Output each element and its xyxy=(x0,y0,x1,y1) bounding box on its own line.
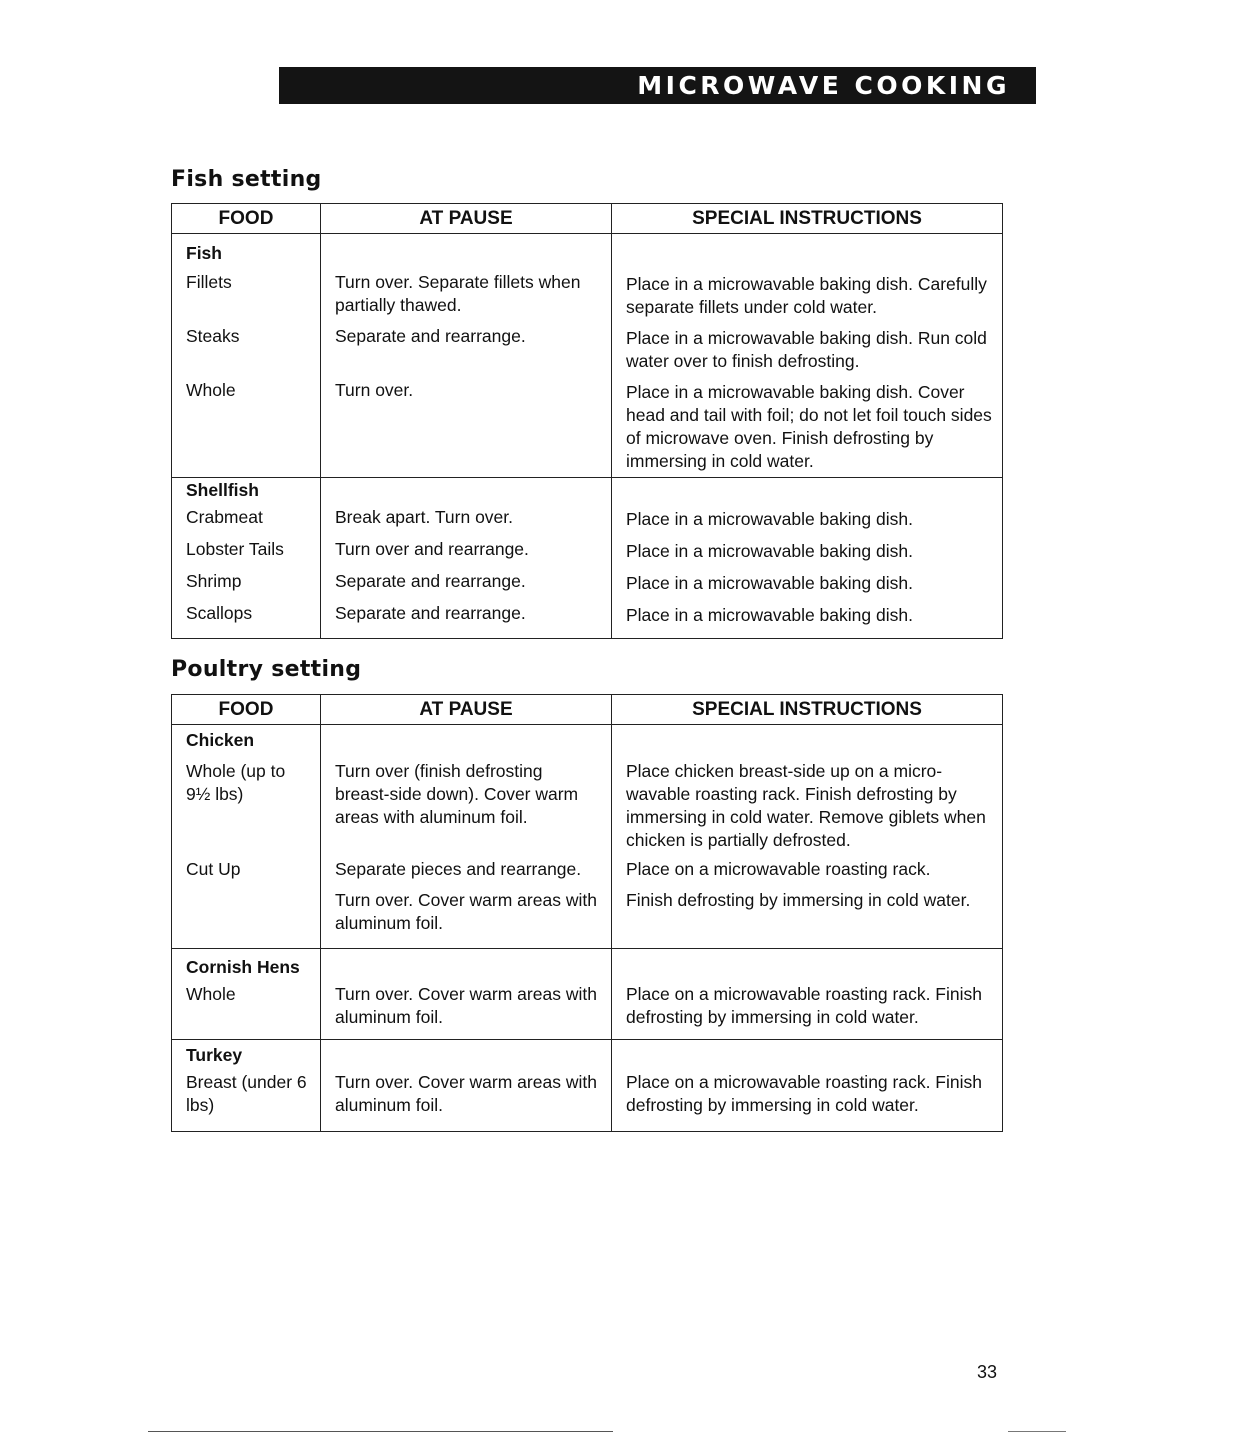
category-row xyxy=(172,1040,1003,1068)
table-row xyxy=(172,531,1003,563)
footer-rule xyxy=(1008,1431,1066,1432)
pause-cell: Turn over. xyxy=(321,373,612,478)
table-row xyxy=(172,265,1003,319)
column-header-food: FOOD xyxy=(172,695,321,725)
food-cell: Breast (under 6 lbs) xyxy=(172,1067,321,1132)
food-cell: Crabmeat xyxy=(172,502,321,531)
table-row xyxy=(172,563,1003,595)
footer-rule xyxy=(148,1431,613,1432)
instructions-cell: Finish defrosting by immersing in cold water. xyxy=(612,881,1003,949)
table-row xyxy=(172,881,1003,949)
section-banner: MICROWAVE COOKING xyxy=(279,67,1036,104)
food-cell: Scallops xyxy=(172,595,321,639)
pause-cell: Separate and rearrange. xyxy=(321,595,612,639)
instructions-cell: Place in a microwavable baking dish. xyxy=(612,502,1003,531)
table-row xyxy=(172,752,1003,852)
food-cell: Fillets xyxy=(172,265,321,319)
table-row xyxy=(172,595,1003,639)
category-label: Turkey xyxy=(186,1045,243,1065)
food-cell: Cut Up xyxy=(172,852,321,881)
instructions-cell: Place in a microwavable baking dish. Cover head and tail with foil; do not let foil touch sides of microwave oven. Finish defrosting by immersing in cold water. xyxy=(612,373,1003,478)
fish-table xyxy=(171,203,1003,639)
instructions-cell: Place in a microwavable baking dish. Run cold water over to finish defrosting. xyxy=(612,319,1003,373)
poultry-setting-title: Poultry setting xyxy=(171,657,362,682)
table-row xyxy=(172,373,1003,478)
instructions-cell: Place on a microwavable roasting rack. Finish defrosting by immersing in cold water. xyxy=(612,979,1003,1040)
category-label: Fish xyxy=(186,243,222,263)
table-row xyxy=(172,852,1003,881)
pause-cell: Separate and rearrange. xyxy=(321,563,612,595)
table-row xyxy=(172,979,1003,1040)
table-header-row xyxy=(172,204,1003,234)
food-cell: Shrimp xyxy=(172,563,321,595)
column-header-at-pause: AT PAUSE xyxy=(321,204,612,234)
instructions-cell: Place on a microwavable roasting rack. Finish defrosting by immersing in cold water. xyxy=(612,1067,1003,1132)
category-label: Cornish Hens xyxy=(186,957,300,977)
column-header-food: FOOD xyxy=(172,204,321,234)
instructions-cell: Place chicken breast-side up on a micro-wavable roasting rack. Finish defrosting by immersing in cold water. Remove giblets when chicken is partially defrosted. xyxy=(612,752,1003,852)
category-label: Shellfish xyxy=(186,480,259,500)
category-row xyxy=(172,234,1003,266)
pause-cell: Turn over. Separate fillets when partially thawed. xyxy=(321,265,612,319)
instructions-cell: Place in a microwavable baking dish. xyxy=(612,595,1003,639)
instructions-cell: Place in a microwavable baking dish. xyxy=(612,531,1003,563)
pause-cell: Break apart. Turn over. xyxy=(321,502,612,531)
category-row xyxy=(172,949,1003,980)
table-row xyxy=(172,502,1003,531)
instructions-cell: Place on a microwavable roasting rack. xyxy=(612,852,1003,881)
column-header-special-instructions: SPECIAL INSTRUCTIONS xyxy=(612,204,1003,234)
table-row xyxy=(172,1067,1003,1132)
pause-cell: Turn over (finish defrosting breast-side down). Cover warm areas with aluminum foil. xyxy=(321,752,612,852)
instructions-cell: Place in a microwavable baking dish. xyxy=(612,563,1003,595)
category-row xyxy=(172,725,1003,753)
table-row xyxy=(172,319,1003,373)
food-cell xyxy=(172,881,321,949)
pause-cell: Separate and rearrange. xyxy=(321,319,612,373)
fish-setting-title: Fish setting xyxy=(171,167,322,192)
category-row xyxy=(172,478,1003,503)
pause-cell: Turn over. Cover warm areas with aluminum foil. xyxy=(321,979,612,1040)
pause-cell: Turn over and rearrange. xyxy=(321,531,612,563)
instructions-cell: Place in a microwavable baking dish. Carefully separate fillets under cold water. xyxy=(612,265,1003,319)
category-label: Chicken xyxy=(186,730,255,750)
pause-cell: Separate pieces and rearrange. xyxy=(321,852,612,881)
food-cell: Whole (up to 9½ lbs) xyxy=(172,752,321,852)
pause-cell: Turn over. Cover warm areas with aluminum foil. xyxy=(321,1067,612,1132)
column-header-at-pause: AT PAUSE xyxy=(321,695,612,725)
page-number: 33 xyxy=(977,1362,998,1382)
poultry-table xyxy=(171,694,1003,1132)
food-cell: Whole xyxy=(172,979,321,1040)
column-header-special-instructions: SPECIAL INSTRUCTIONS xyxy=(612,695,1003,725)
food-cell: Steaks xyxy=(172,319,321,373)
food-cell: Lobster Tails xyxy=(172,531,321,563)
food-cell: Whole xyxy=(172,373,321,478)
table-header-row xyxy=(172,695,1003,725)
pause-cell: Turn over. Cover warm areas with aluminum foil. xyxy=(321,881,612,949)
